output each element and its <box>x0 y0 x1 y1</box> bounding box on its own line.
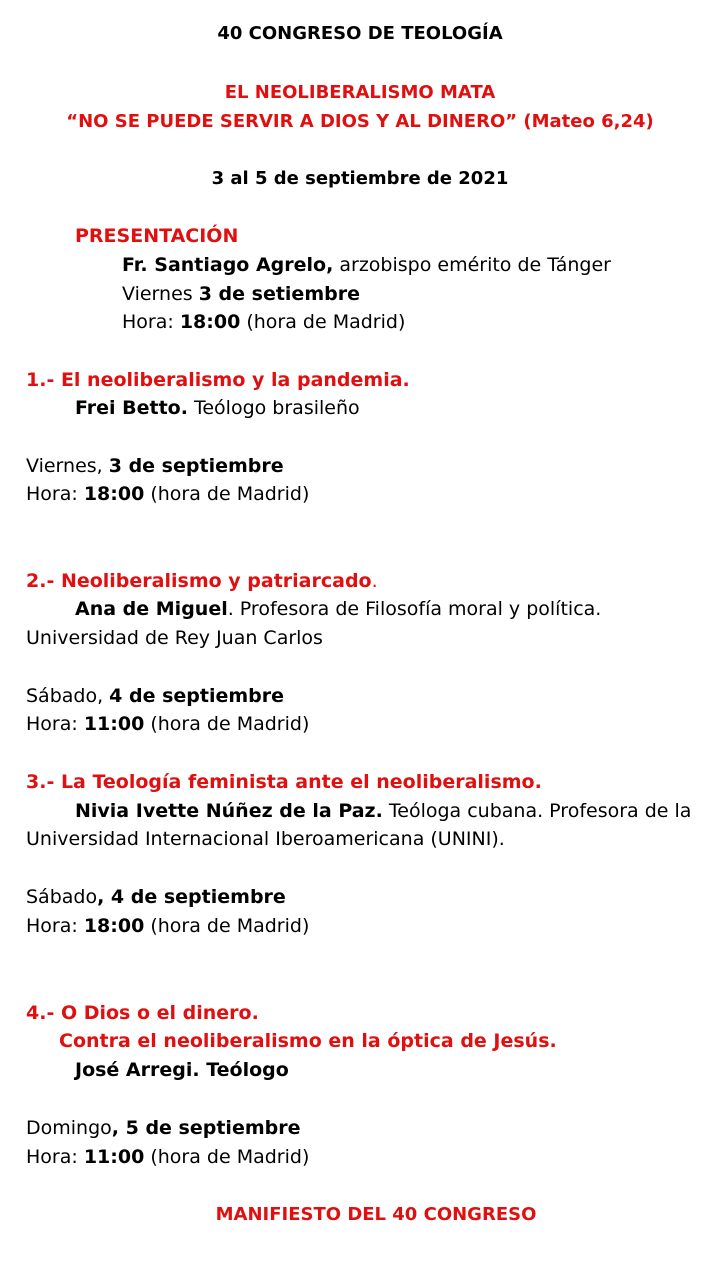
talk-2-speaker-desc: . Profesora de Filosofía moral y política. <box>227 598 602 620</box>
talk-3-speaker-desc: Teóloga cubana. Profesora de la <box>382 800 692 822</box>
talk-1-speaker-desc: Teólogo brasileño <box>187 397 360 419</box>
presentation-day <box>122 281 360 307</box>
talk-4-time-prefix: Hora: <box>26 1146 84 1168</box>
talk-4-subtitle: Contra el neoliberalismo en la óptica de Jesús. <box>59 1030 557 1052</box>
talk-1-time <box>26 481 309 507</box>
talk-3-time-prefix: Hora: <box>26 915 84 937</box>
presentation-day-date: 3 de setiembre <box>198 283 360 305</box>
talk-1-day-date: 3 de septiembre <box>108 455 284 477</box>
talk-4-day <box>26 1115 300 1141</box>
talk-2-title-suffix: . <box>371 570 378 592</box>
talk-3-day <box>26 884 286 910</box>
talk-1-day-prefix: Viernes, <box>26 455 109 477</box>
theme-line-1: EL NEOLIBERALISMO MATA <box>224 82 496 103</box>
talk-4-speaker-name: José Arregi. Teólogo <box>75 1059 289 1081</box>
manifesto-footer: MANIFIESTO DEL 40 CONGRESO <box>215 1204 537 1225</box>
talk-2-speaker-desc-2: Universidad de Rey Juan Carlos <box>26 627 323 649</box>
presentation-speaker-name: Fr. Santiago Agrelo, <box>122 254 334 276</box>
presentation-speaker <box>122 252 611 278</box>
talk-3-time <box>26 913 309 939</box>
presentation-time <box>122 309 405 335</box>
presentation-time-value: 18:00 <box>179 311 241 333</box>
talk-1-day <box>26 453 284 479</box>
presentation-day-prefix: Viernes <box>122 283 199 305</box>
theme-line-2: “NO SE PUEDE SERVIR A DIOS Y AL DINERO” (Mateo 6,24) <box>66 111 654 132</box>
talk-3-speaker-name: Nivia Ivette Núñez de la Paz. <box>75 800 383 822</box>
talk-4-time-value: 11:00 <box>83 1146 145 1168</box>
talk-2-title <box>26 568 378 594</box>
congress-title: 40 CONGRESO DE TEOLOGÍA <box>217 23 503 44</box>
talk-3-time-value: 18:00 <box>83 915 145 937</box>
talk-4-time-suffix: (hora de Madrid) <box>144 1146 310 1168</box>
talk-3-day-prefix: Sábado <box>26 886 98 908</box>
talk-3-speaker <box>75 798 691 824</box>
talk-1-time-value: 18:00 <box>83 483 145 505</box>
presentation-time-prefix: Hora: <box>122 311 180 333</box>
presentation-heading: PRESENTACIÓN <box>75 225 239 247</box>
talk-2-speaker <box>75 596 601 622</box>
talk-2-speaker-name: Ana de Miguel <box>75 598 228 620</box>
talk-2-day <box>26 683 284 709</box>
talk-3-title: 3.- La Teología feminista ante el neoliberalismo. <box>26 771 542 793</box>
talk-3-day-date: , 4 de septiembre <box>97 886 286 908</box>
talk-4-day-date: , 5 de septiembre <box>111 1117 301 1139</box>
talk-2-time-suffix: (hora de Madrid) <box>144 713 310 735</box>
talk-2-title-text: 2.- Neoliberalismo y patriarcado <box>26 570 372 592</box>
talk-2-day-date: 4 de septiembre <box>109 685 285 707</box>
talk-2-time-prefix: Hora: <box>26 713 84 735</box>
talk-2-time <box>26 711 309 737</box>
talk-1-speaker-name: Frei Betto. <box>75 397 188 419</box>
congress-dates: 3 al 5 de septiembre de 2021 <box>211 168 509 189</box>
presentation-time-suffix: (hora de Madrid) <box>240 311 406 333</box>
talk-1-title: 1.- El neoliberalismo y la pandemia. <box>26 369 410 391</box>
talk-3-speaker-desc-2: Universidad Internacional Iberoamericana (UNINI). <box>26 828 505 850</box>
talk-3-time-suffix: (hora de Madrid) <box>144 915 310 937</box>
talk-4-title: 4.- O Dios o el dinero. <box>26 1002 259 1024</box>
talk-2-day-prefix: Sábado, <box>26 685 110 707</box>
talk-1-time-suffix: (hora de Madrid) <box>144 483 310 505</box>
talk-1-speaker <box>75 395 360 421</box>
talk-4-day-prefix: Domingo <box>26 1117 112 1139</box>
presentation-speaker-desc: arzobispo emérito de Tánger <box>333 254 611 276</box>
talk-4-time <box>26 1144 309 1170</box>
talk-1-time-prefix: Hora: <box>26 483 84 505</box>
talk-2-time-value: 11:00 <box>83 713 145 735</box>
